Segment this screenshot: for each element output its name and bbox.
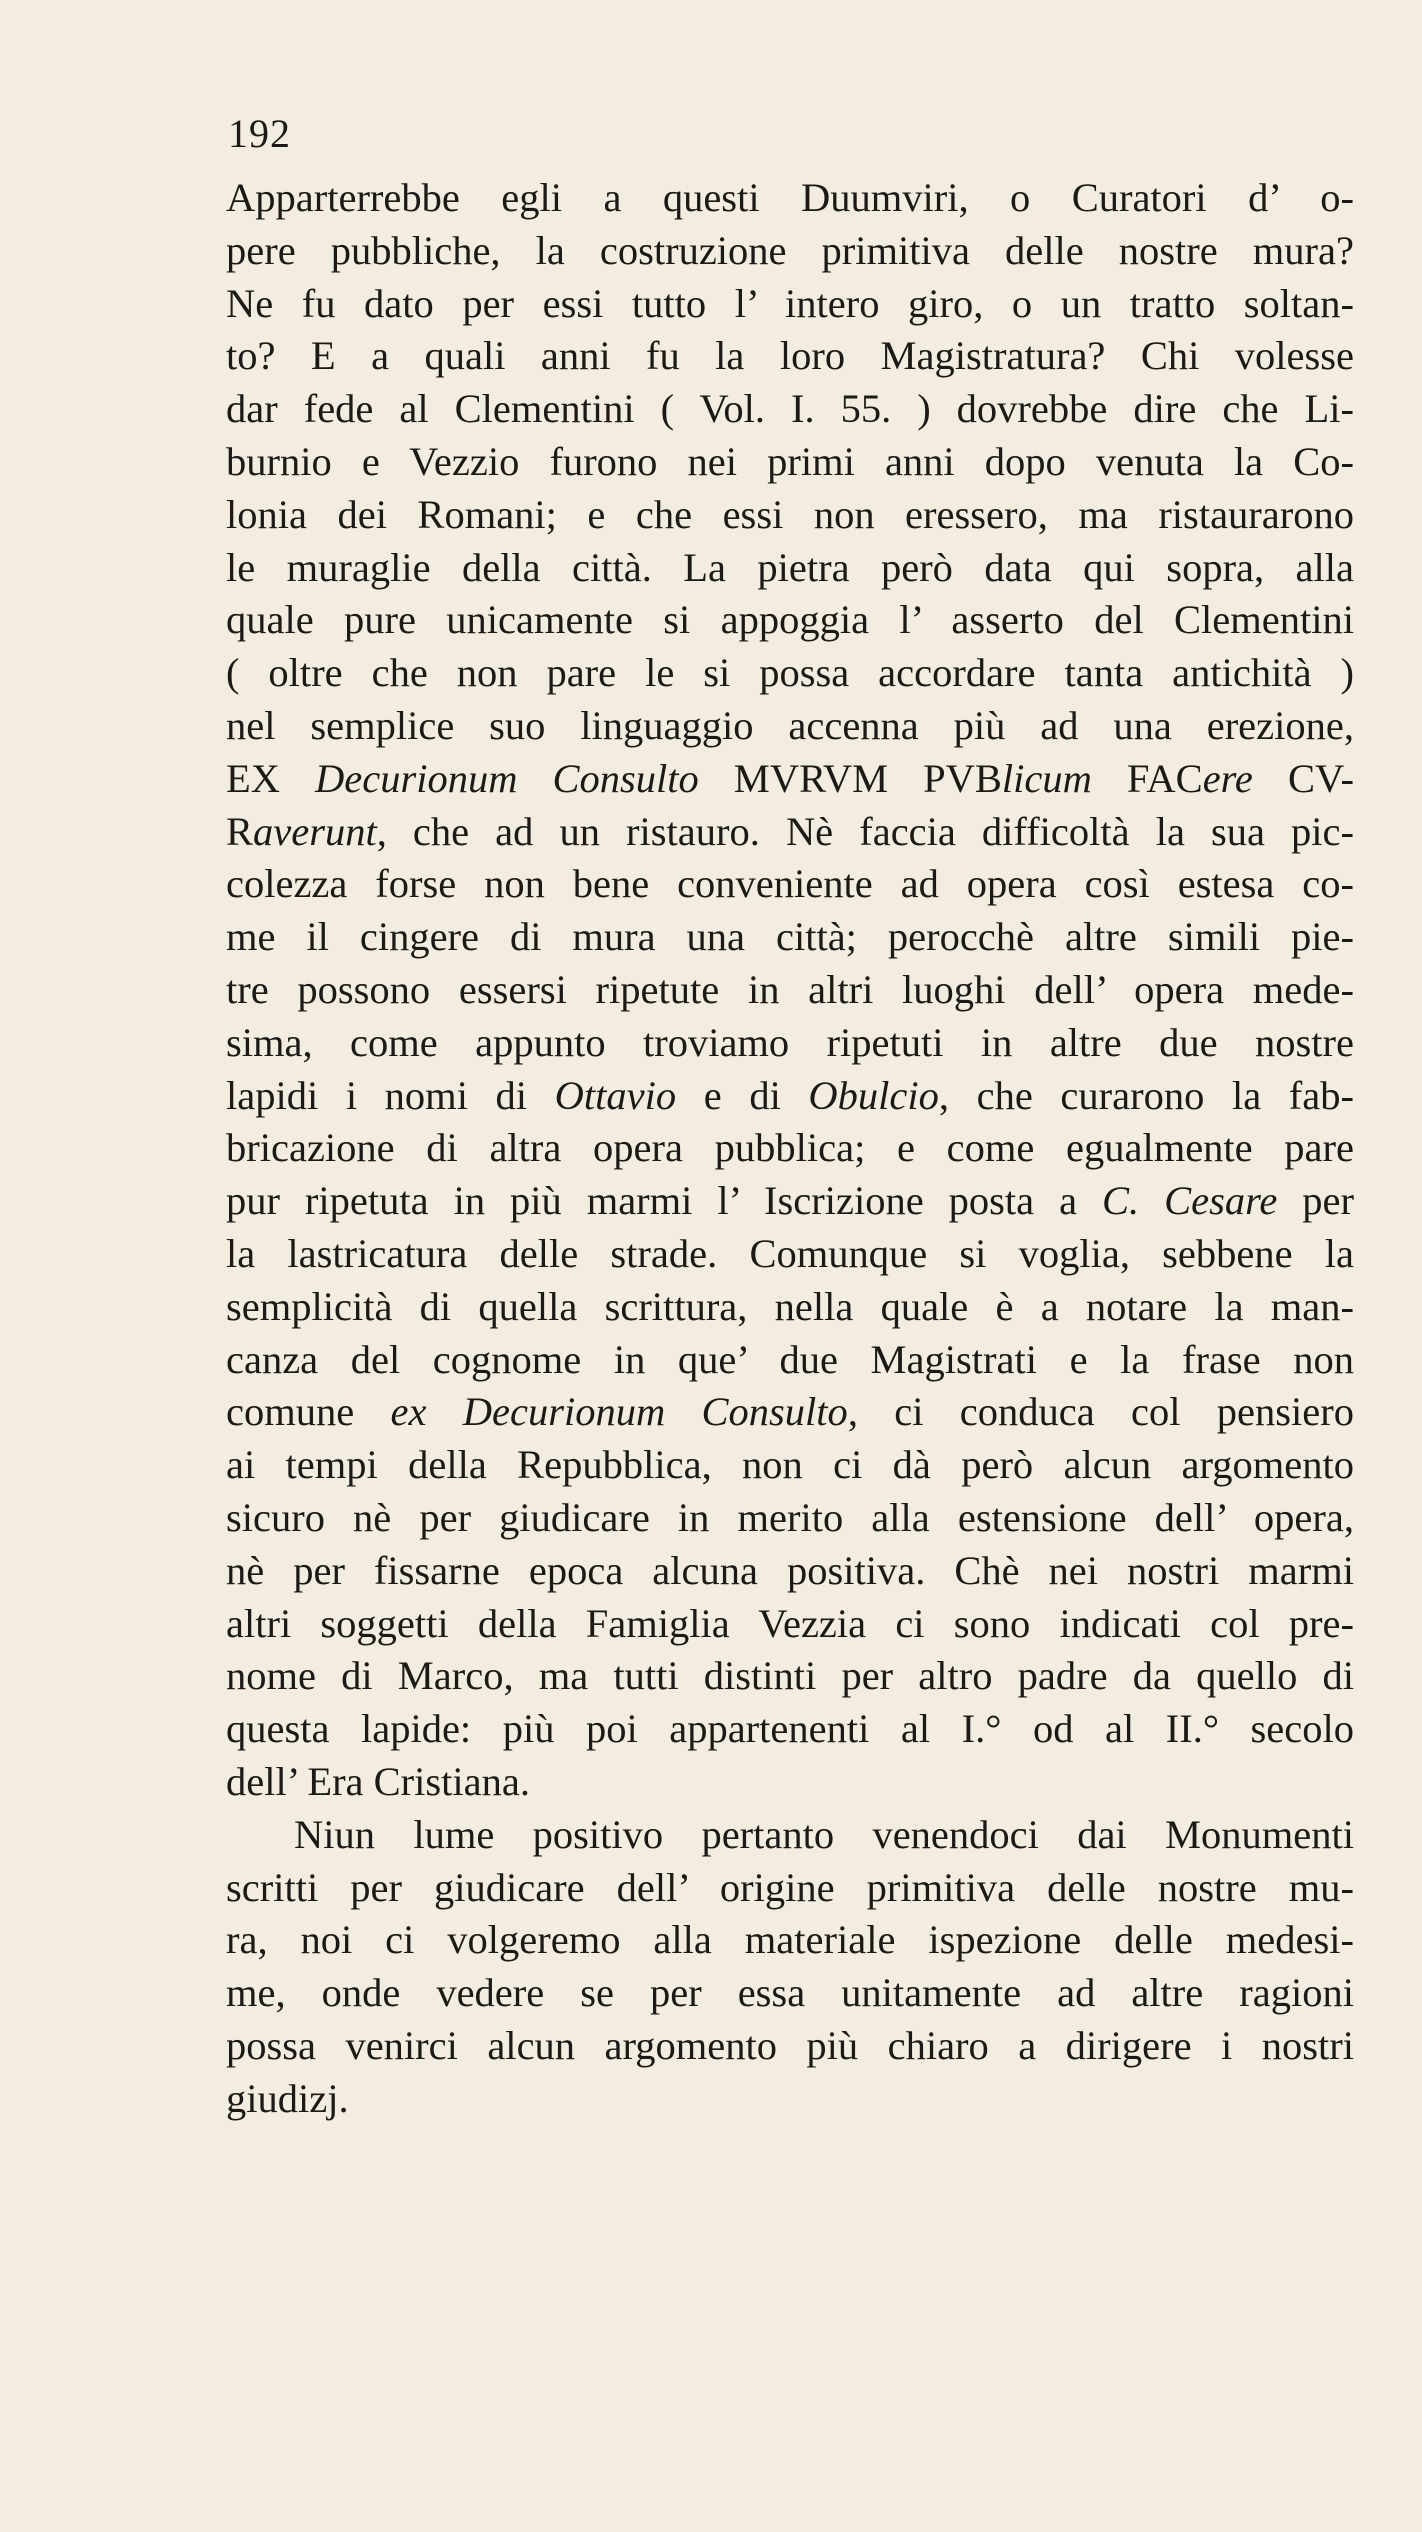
italic-text: licum xyxy=(1001,755,1092,801)
text-run: quale pure unicamente si appoggia l’ asserto del Clementini xyxy=(226,597,1354,643)
text-run: sima, come appunto troviamo ripetuti in altre due nostre xyxy=(226,1019,1354,1065)
text-line xyxy=(226,542,1354,595)
text-run: per xyxy=(1277,1178,1354,1224)
text-line xyxy=(226,1703,1354,1756)
text-line xyxy=(226,1386,1354,1439)
text-line xyxy=(226,1281,1354,1334)
text-line xyxy=(226,1070,1354,1123)
text-line xyxy=(226,278,1354,331)
text-run: Ne fu dato per essi tutto l’ intero giro, o un tratto soltan- xyxy=(226,280,1354,326)
text-run: possa venirci alcun argomento più chiaro a dirigere i nostri xyxy=(226,2022,1354,2068)
text-line xyxy=(226,594,1354,647)
italic-text: Obulcio xyxy=(808,1072,939,1118)
italic-text: Ottavio xyxy=(554,1072,677,1118)
text-run: CV- xyxy=(1252,755,1354,801)
text-run: comune xyxy=(226,1389,391,1435)
paragraph xyxy=(226,1809,1354,2126)
text-run: pur ripetuta in più marmi l’ Iscrizione posta a xyxy=(226,1178,1103,1224)
text-run: R xyxy=(226,808,254,854)
text-run: FAC xyxy=(1091,755,1203,801)
text-run: ra, noi ci volgeremo alla materiale ispezione delle medesi- xyxy=(226,1917,1354,1963)
italic-text: ex Decurionum Consulto xyxy=(390,1389,848,1435)
text-run: dell’ Era Cristiana. xyxy=(226,1758,531,1804)
text-run: burnio e Vezzio furono nei primi anni dopo venuta la Co- xyxy=(226,438,1354,484)
italic-text: ere xyxy=(1202,755,1253,801)
text-run: nel semplice suo linguaggio accenna più ad una erezione, xyxy=(226,702,1354,748)
text-line xyxy=(226,1122,1354,1175)
text-line xyxy=(226,1650,1354,1703)
text-run: ( oltre che non pare le si possa accordare tanta antichità ) xyxy=(226,650,1354,696)
italic-text: Decurionum Consulto xyxy=(315,755,699,801)
text-line xyxy=(226,172,1354,225)
text-line xyxy=(226,911,1354,964)
text-line xyxy=(226,1228,1354,1281)
text-run: altri soggetti della Famiglia Vezzia ci sono indicati col pre- xyxy=(226,1600,1354,1646)
text-run: , che curarono la fab- xyxy=(938,1072,1354,1118)
text-run: me, onde vedere se per essa unitamente ad altre ragioni xyxy=(226,1970,1354,2016)
text-run: ai tempi della Repubblica, non ci dà però alcun argomento xyxy=(226,1442,1354,1488)
text-run: , che ad un ristauro. Nè faccia difficoltà la sua pic- xyxy=(376,808,1354,854)
text-line xyxy=(226,1439,1354,1492)
text-run: scritti per giudicare dell’ origine primitiva delle nostre mu- xyxy=(226,1864,1354,1910)
text-run: nome di Marco, ma tutti distinti per altro padre da quello di xyxy=(226,1653,1354,1699)
text-run: lonia dei Romani; e che essi non eressero, ma ristaurarono xyxy=(226,491,1354,537)
text-run: to? E a quali anni fu la loro Magistratura? Chi volesse xyxy=(226,333,1354,379)
text-line xyxy=(226,858,1354,911)
text-line xyxy=(226,1334,1354,1387)
text-line xyxy=(226,806,1354,859)
text-line xyxy=(226,383,1354,436)
text-run: giudizj. xyxy=(226,2075,349,2121)
text-line xyxy=(226,700,1354,753)
text-run: Niun lume positivo pertanto venendoci dai Monumenti xyxy=(294,1811,1354,1857)
text-line xyxy=(226,489,1354,542)
text-run: canza del cognome in que’ due Magistrati e la frase non xyxy=(226,1336,1354,1382)
text-run: sicuro nè per giudicare in merito alla estensione dell’ opera, xyxy=(226,1494,1354,1540)
italic-text: averunt xyxy=(253,808,377,854)
text-line xyxy=(226,647,1354,700)
text-run: me il cingere di mura una città; perocchè altre simili pie- xyxy=(226,914,1354,960)
text-run: , ci conduca col pensiero xyxy=(847,1389,1354,1435)
text-run: semplicità di quella scrittura, nella quale è a notare la man- xyxy=(226,1283,1354,1329)
text-line xyxy=(226,753,1354,806)
text-line xyxy=(226,225,1354,278)
text-line xyxy=(226,1914,1354,1967)
text-line xyxy=(226,2073,1354,2126)
text-line xyxy=(226,1967,1354,2020)
text-line xyxy=(226,330,1354,383)
text-run: bricazione di altra opera pubblica; e come egualmente pare xyxy=(226,1125,1354,1171)
italic-text: C. Cesare xyxy=(1102,1178,1278,1224)
text-run: questa lapide: più poi appartenenti al I.° od al II.° secolo xyxy=(226,1706,1354,1752)
paragraph xyxy=(226,172,1354,1809)
text-run: e di xyxy=(676,1072,809,1118)
text-run: pere pubbliche, la costruzione primitiva delle nostre mura? xyxy=(226,227,1354,273)
text-line xyxy=(226,1756,1354,1809)
text-line xyxy=(226,1809,1354,1862)
text-run: dar fede al Clementini ( Vol. I. 55. ) dovrebbe dire che Li- xyxy=(226,386,1354,432)
text-run: tre possono essersi ripetute in altri luoghi dell’ opera mede- xyxy=(226,966,1354,1012)
page-number: 192 xyxy=(228,111,291,156)
text-line xyxy=(226,1492,1354,1545)
text-line xyxy=(226,1017,1354,1070)
body-text xyxy=(226,172,1354,2125)
text-run: la lastricatura delle strade. Comunque si voglia, sebbene la xyxy=(226,1230,1354,1276)
text-run: Apparterrebbe egli a questi Duumviri, o Curatori d’ o- xyxy=(226,175,1354,220)
text-run: colezza forse non bene conveniente ad opera così estesa co- xyxy=(226,861,1354,907)
text-line xyxy=(226,1598,1354,1651)
text-line xyxy=(226,436,1354,489)
text-line xyxy=(226,2020,1354,2073)
text-run: EX xyxy=(226,755,316,801)
text-line xyxy=(226,964,1354,1017)
text-run: nè per fissarne epoca alcuna positiva. Chè nei nostri marmi xyxy=(226,1547,1354,1593)
text-line xyxy=(226,1175,1354,1228)
text-line xyxy=(226,1545,1354,1598)
text-run: MVRVM PVB xyxy=(698,755,1002,801)
text-line xyxy=(226,1862,1354,1915)
text-run: le muraglie della città. La pietra però data qui sopra, alla xyxy=(226,544,1354,590)
text-run: lapidi i nomi di xyxy=(226,1072,555,1118)
